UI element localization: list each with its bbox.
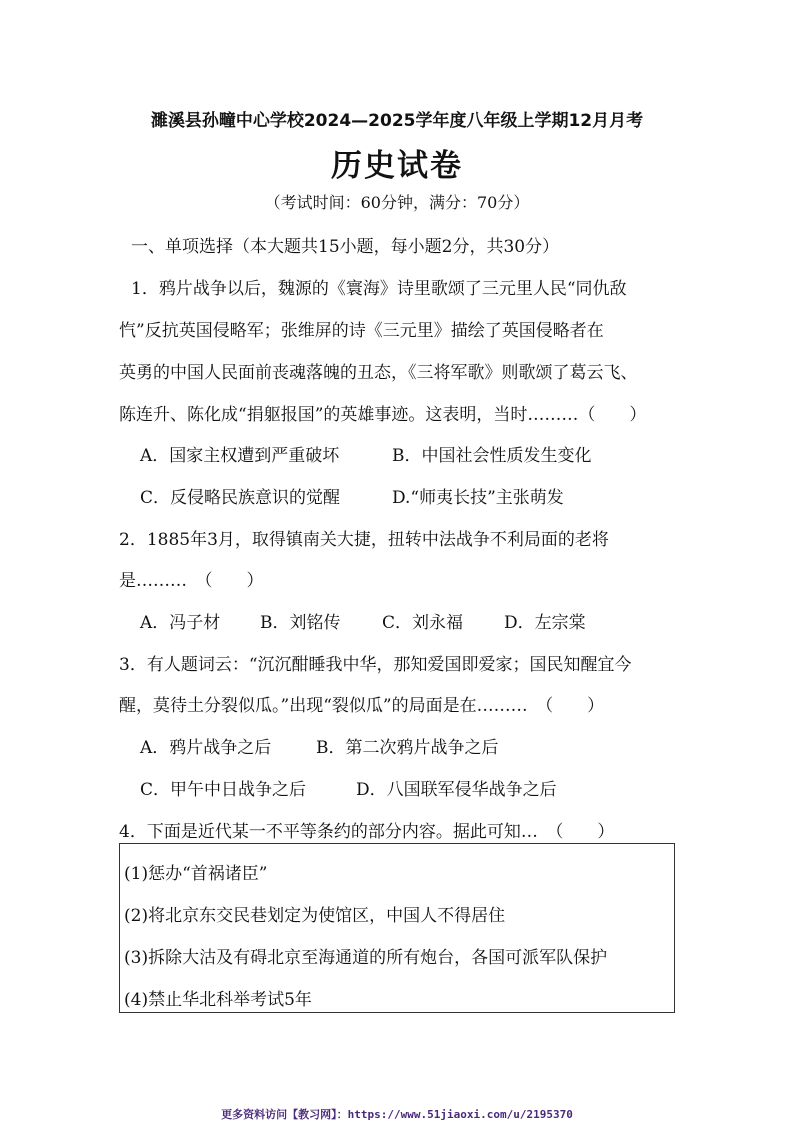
q4-stem: 4．下面是近代某一不平等条约的部分内容。据此可知… （ ）	[119, 822, 615, 842]
treaty-item-2: (2)将北京东交民巷划定为使馆区，中国人不得居住	[124, 906, 506, 926]
q3-line-2: 醒，莫待土分裂似瓜。”出现“裂似瓜”的局面是在……… （ ）	[119, 696, 605, 716]
q1-option-c: C．反侵略民族意识的觉醒	[140, 488, 341, 508]
q1-line-2: 忾”反抗英国侵略军；张维屏的诗《三元里》描绘了英国侵略者在	[119, 321, 604, 341]
q3-option-a: A．鸦片战争之后	[140, 738, 272, 758]
q3-line-1: 3．有人题词云：“沉沉酣睡我中华，那知爱国即爱家；国民知醒宜今	[119, 655, 632, 675]
q1-option-d: D.“师夷长技”主张萌发	[392, 488, 564, 508]
q1-option-a: A．国家主权遭到严重破坏	[140, 446, 340, 466]
q3-option-d: D．八国联军侵华战争之后	[356, 780, 557, 800]
q2-option-d: D．左宗棠	[504, 613, 586, 633]
treaty-excerpt-box	[119, 843, 675, 1013]
treaty-item-1: (1)惩办“首祸诸臣”	[124, 864, 268, 884]
section-heading: 一、单项选择（本大题共15小题，每小题2分，共30分）	[131, 237, 560, 257]
q2-option-a: A．冯子材	[140, 613, 221, 633]
treaty-item-3: (3)拆除大沽及有碍北京至海通道的所有炮台，各国可派军队保护	[124, 948, 608, 968]
page-title: 历史试卷	[331, 148, 463, 184]
school-name: 濉溪县孙疃中心学校2024—2025学年度八年级上学期12月月考	[150, 111, 644, 131]
q2-option-c: C．刘永福	[382, 613, 464, 633]
q1-line-3: 英勇的中国人民面前丧魂落魄的丑态，《三将军歌》则歌颂了葛云飞、	[119, 363, 638, 383]
q1-line-4: 陈连升、陈化成“捐躯报国”的英雄事迹。这表明，当时………（ ）	[119, 405, 647, 425]
q3-option-b: B．第二次鸦片战争之后	[316, 738, 499, 758]
q2-line-2: 是……… （ ）	[119, 571, 264, 591]
exam-info: （考试时间：60分钟，满分：70分）	[264, 193, 530, 212]
q2-line-1: 2．1885年3月，取得镇南关大捷，扭转中法战争不利局面的老将	[119, 530, 609, 550]
q2-option-b: B．刘铭传	[260, 613, 341, 633]
footer-link[interactable]: 更多资料访问【教习网】：https://www.51jiaoxi.com/u/2195370	[221, 1108, 573, 1121]
treaty-item-4: (4)禁止华北科举考试5年	[124, 990, 312, 1010]
q1-line-1: 1．鸦片战争以后，魏源的《寰海》诗里歌颂了三元里人民“同仇敌	[131, 279, 627, 299]
q3-option-c: C．甲午中日战争之后	[140, 780, 307, 800]
q1-option-b: B．中国社会性质发生变化	[392, 446, 592, 466]
